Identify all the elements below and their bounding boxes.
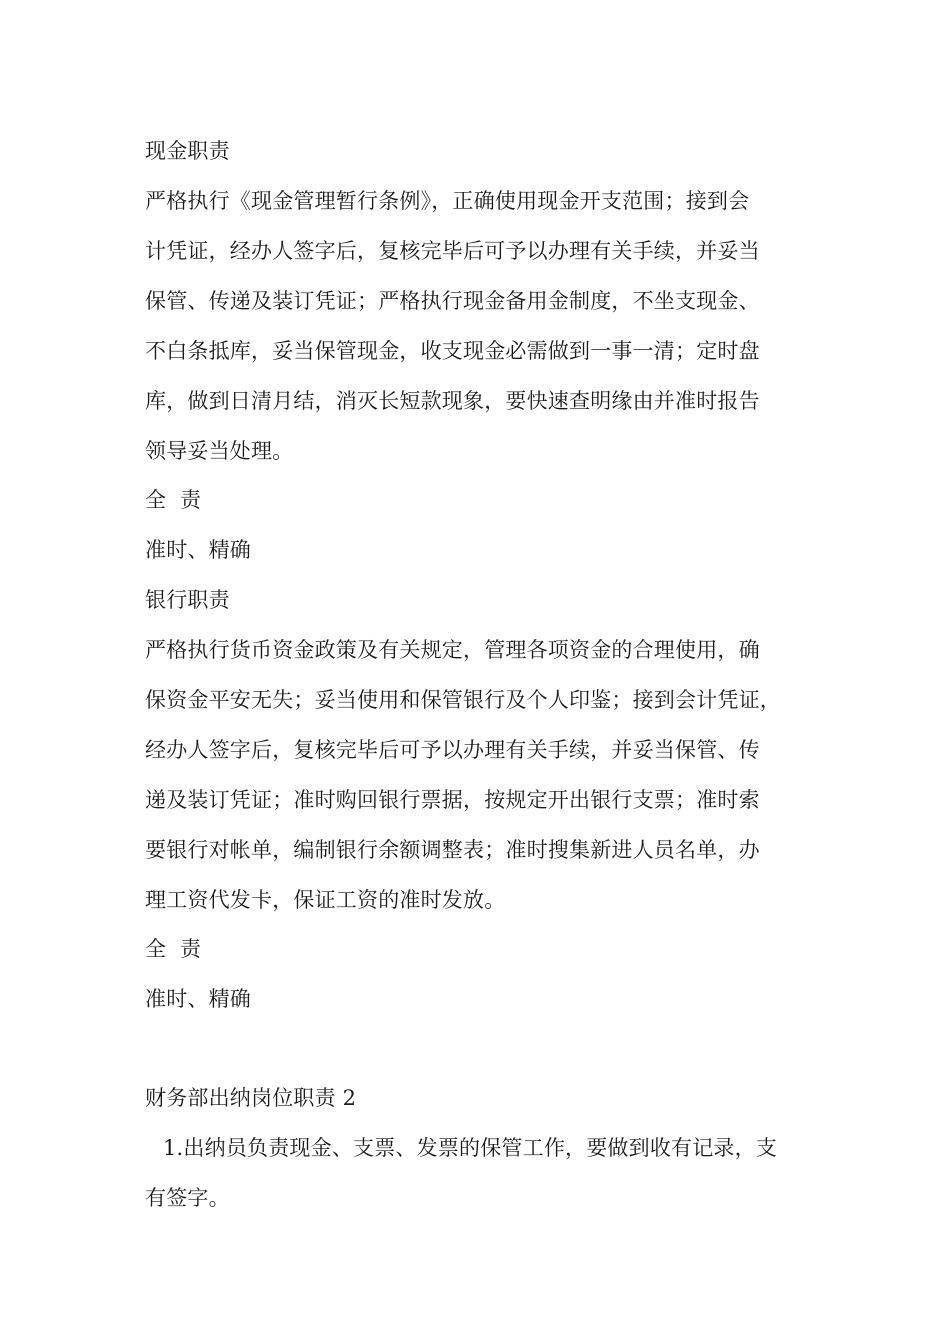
cash-paragraph-line: 严格执行《现金管理暂行条例》，正确使用现金开支范围；接到会 xyxy=(145,189,750,213)
cash-responsibility: 全 责 xyxy=(145,488,202,512)
cash-requirement: 准时、精确 xyxy=(145,538,251,562)
bank-paragraph-line: 理工资代发卡，保证工资的准时发放。 xyxy=(145,888,506,912)
bank-requirement: 准时、精确 xyxy=(145,987,251,1011)
section-title-bank: 银行职责 xyxy=(145,588,230,612)
bank-paragraph-line: 要银行对帐单，编制银行余额调整表；准时搜集新进人员名单，办 xyxy=(145,838,760,862)
cashier-item-line: 有签字。 xyxy=(145,1186,230,1210)
bank-paragraph-line: 保资金平安无失；妥当使用和保管银行及个人印鉴；接到会计凭证， xyxy=(145,688,781,712)
bank-responsibility: 全 责 xyxy=(145,937,202,961)
cashier-item-line: 1.出纳员负责现金、支票、发票的保管工作，要做到收有记录，支 xyxy=(163,1136,778,1160)
bank-paragraph-line: 严格执行货币资金政策及有关规定，管理各项资金的合理使用，确 xyxy=(145,638,760,662)
cash-paragraph-line: 保管、传递及装订凭证；严格执行现金备用金制度，不坐支现金、 xyxy=(145,289,760,313)
cash-paragraph-line: 不白条抵库，妥当保管现金，收支现金必需做到一事一清；定时盘 xyxy=(145,339,760,363)
bank-paragraph-line: 递及装订凭证；准时购回银行票据，按规定开出银行支票；准时索 xyxy=(145,788,760,812)
bank-paragraph-line: 经办人签字后，复核完毕后可予以办理有关手续，并妥当保管、传 xyxy=(145,738,760,762)
cash-paragraph-line: 库，做到日清月结，消灭长短款现象，要快速查明缘由并准时报告 xyxy=(145,389,760,413)
cash-paragraph-line: 领导妥当处理。 xyxy=(145,439,294,463)
section-title-cash: 现金职责 xyxy=(145,139,230,163)
section-title-cashier-duties: 财务部出纳岗位职责 2 xyxy=(145,1086,357,1110)
cash-paragraph-line: 计凭证，经办人签字后，复核完毕后可予以办理有关手续，并妥当 xyxy=(145,239,760,263)
